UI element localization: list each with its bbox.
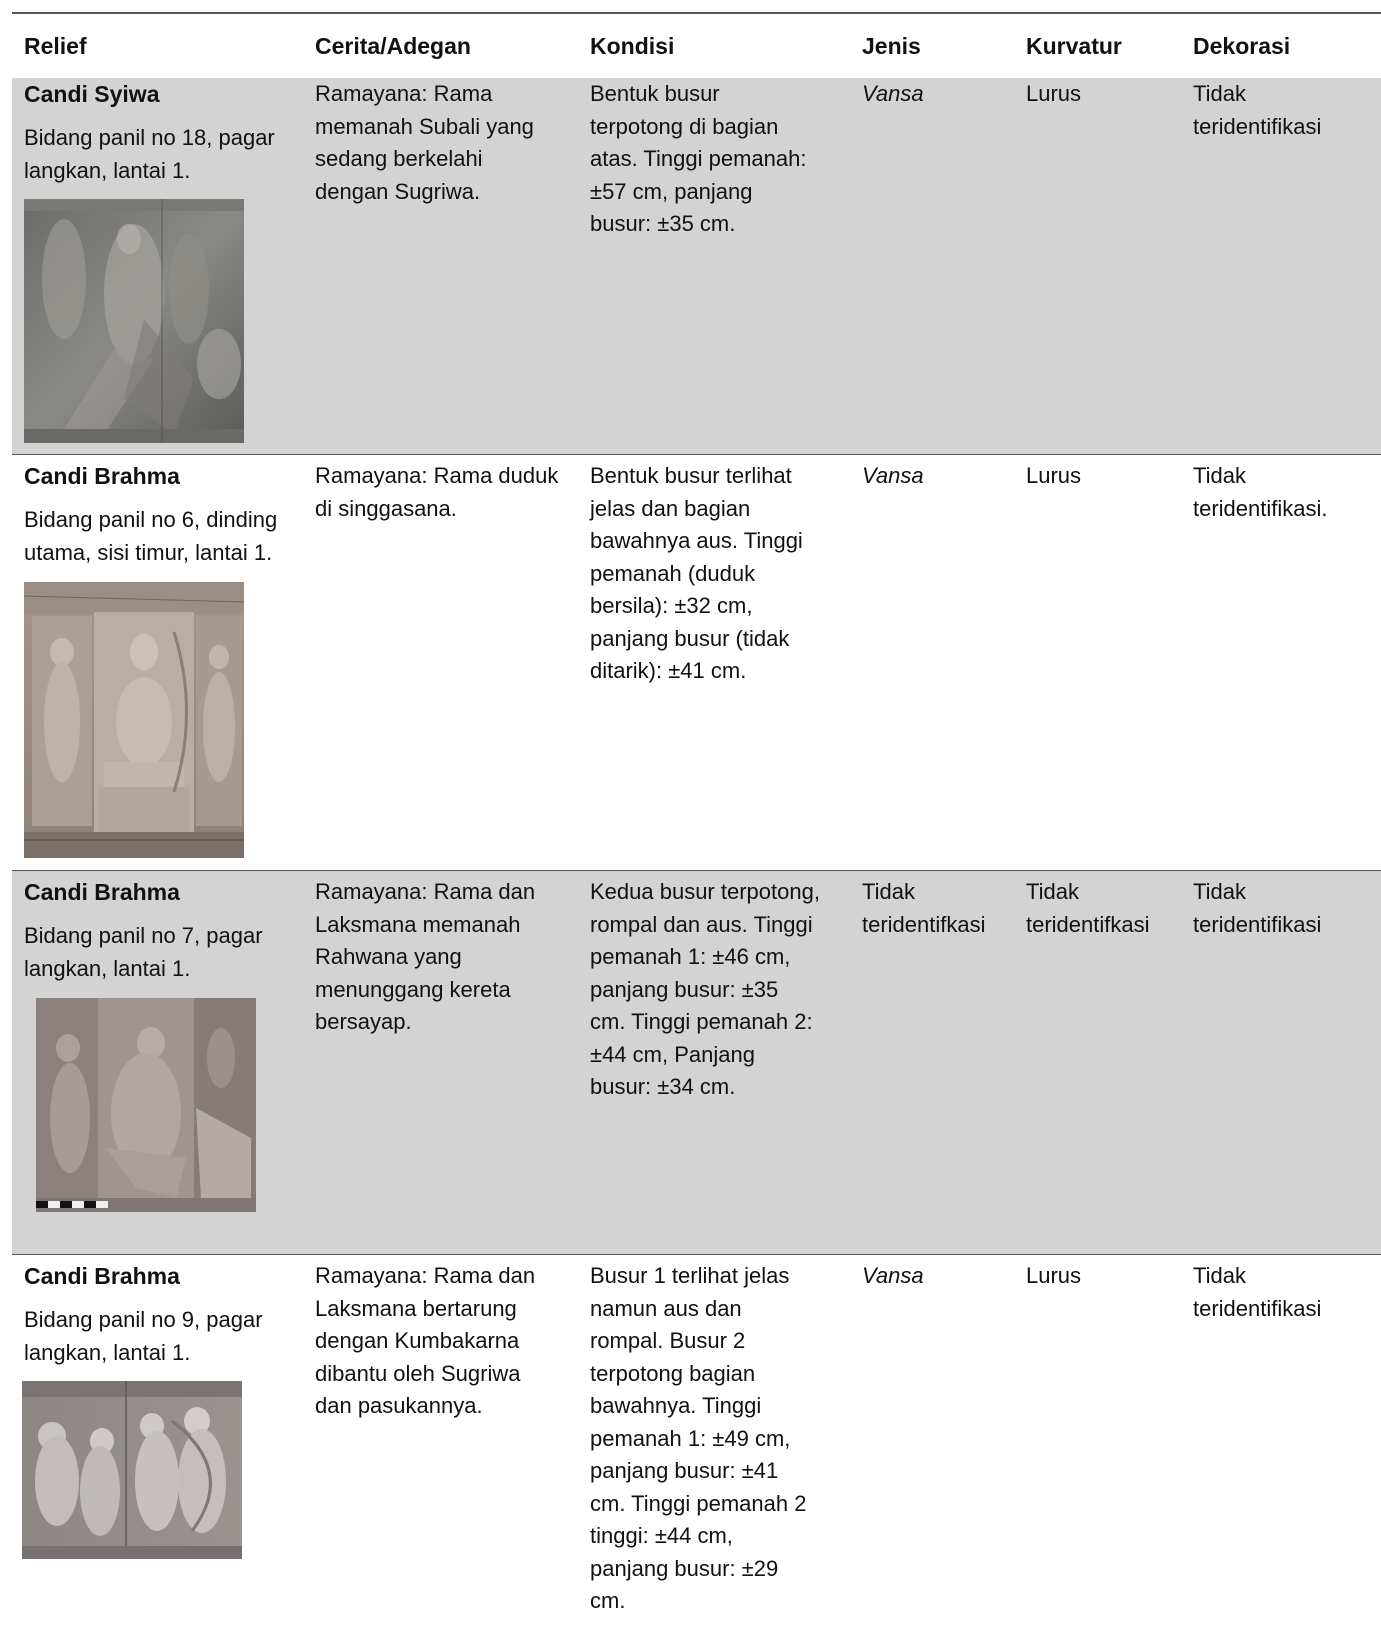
story-cell: Ramayana: Rama duduk di singgasana. (315, 463, 559, 521)
relief-cell (24, 1260, 304, 1369)
header-curvature: Kurvatur (1026, 33, 1122, 59)
relief-photo (22, 1381, 242, 1559)
temple-name: Candi Brahma (24, 879, 180, 905)
decoration-cell: Tidak teridentifikasi. (1193, 463, 1328, 521)
curvature-cell: Tidak teridentifkasi (1026, 879, 1150, 937)
relief-location: Bidang panil no 9, pagar langkan, lantai 1. (24, 1307, 263, 1365)
header-story: Cerita/Adegan (315, 33, 471, 59)
table-header (12, 14, 1381, 79)
type-cell: Vansa (862, 81, 924, 106)
header-type: Jenis (862, 33, 921, 59)
relief-location: Bidang panil no 18, pagar langkan, lantai 1. (24, 125, 275, 183)
story-cell: Ramayana: Rama dan Laksmana memanah Rahwana yang menunggang kereta bersayap. (315, 879, 536, 1034)
curvature-cell: Lurus (1026, 1263, 1082, 1288)
relief-photo (36, 998, 256, 1212)
temple-name: Candi Syiwa (24, 81, 160, 107)
table-row (12, 454, 1381, 871)
condition-cell: Bentuk busur terlihat jelas dan bagian bawahnya aus. Tinggi pemanah (duduk bersila): ±32 cm, panjang busur (tidak ditarik): ±41 cm. (590, 463, 803, 683)
header-relief: Relief (24, 33, 87, 59)
type-cell: Vansa (862, 463, 924, 488)
type-cell: Tidak teridentifkasi (862, 879, 986, 937)
header-decoration: Dekorasi (1193, 33, 1291, 59)
condition-cell: Kedua busur terpotong, rompal dan aus. Tinggi pemanah 1: ±46 cm, panjang busur: ±35 cm. Tinggi pemanah 2: ±44 cm, Panjang busur: ±34 cm. (590, 879, 820, 1099)
table-row (12, 78, 1381, 454)
table-row (12, 870, 1381, 1255)
relief-cell (24, 876, 304, 985)
curvature-cell: Lurus (1026, 463, 1082, 488)
story-cell: Ramayana: Rama memanah Subali yang sedang berkelahi dengan Sugriwa. (315, 81, 534, 204)
story-cell: Ramayana: Rama dan Laksmana bertarung dengan Kumbakarna dibantu oleh Sugriwa dan pasukannya. (315, 1263, 536, 1418)
table-row (12, 1254, 1381, 1627)
decoration-cell: Tidak teridentifikasi (1193, 81, 1322, 139)
type-cell: Vansa (862, 1263, 924, 1288)
relief-location: Bidang panil no 7, pagar langkan, lantai 1. (24, 923, 263, 981)
decoration-cell: Tidak teridentifikasi (1193, 1263, 1322, 1321)
header-condition: Kondisi (590, 33, 675, 59)
relief-cell (24, 460, 304, 569)
relief-photo (24, 199, 244, 443)
temple-name: Candi Brahma (24, 463, 180, 489)
relief-photo (24, 582, 244, 858)
temple-name: Candi Brahma (24, 1263, 180, 1289)
condition-cell: Busur 1 terlihat jelas namun aus dan rompal. Busur 2 terpotong bagian bawahnya. Tinggi pemanah 1: ±49 cm, panjang busur: ±41 cm. Tinggi pemanah 2 tinggi: ±44 cm, panjang busur: ±29 cm. (590, 1263, 807, 1613)
decoration-cell: Tidak teridentifikasi (1193, 879, 1322, 937)
relief-cell (24, 78, 304, 187)
curvature-cell: Lurus (1026, 81, 1082, 106)
relief-location: Bidang panil no 6, dinding utama, sisi timur, lantai 1. (24, 507, 278, 565)
condition-cell: Bentuk busur terpotong di bagian atas. Tinggi pemanah: ±57 cm, panjang busur: ±35 cm. (590, 81, 807, 236)
